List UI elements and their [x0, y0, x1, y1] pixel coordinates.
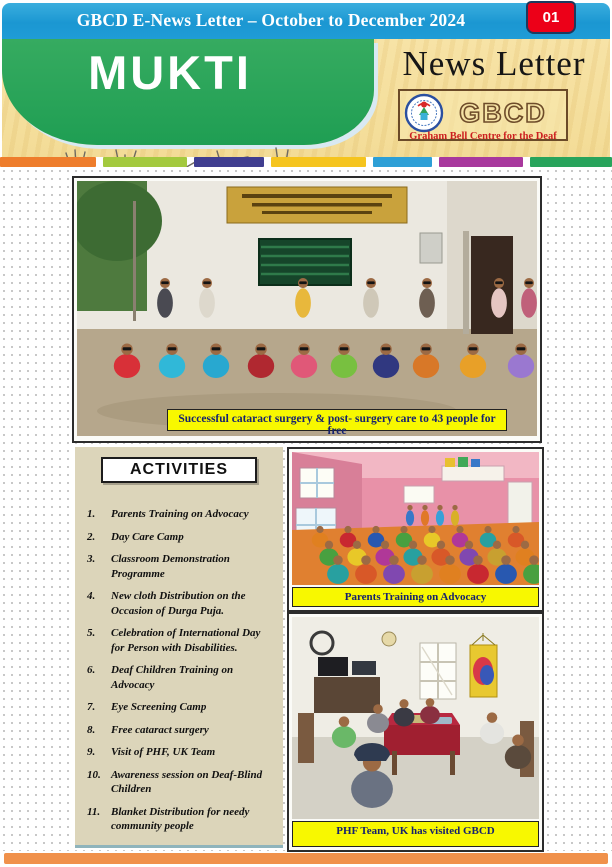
- gbcd-org-name: Graham Bell Centre for the Deaf: [409, 131, 557, 142]
- newsletter-title: GBCD E-News Letter – October to December 2024: [76, 10, 466, 30]
- gbcd-emblem-icon: [404, 93, 444, 133]
- activity-item: 7. Eye Screening Camp: [87, 701, 207, 714]
- activity-item: 2. Day Care Camp: [87, 530, 184, 543]
- divider-segment: [439, 157, 524, 167]
- photo-a-caption: Parents Training on Advocacy: [292, 587, 539, 607]
- activity-item: 4. New cloth Distribution on the Occasion of Durga Puja.: [87, 590, 246, 617]
- divider-segment: [530, 157, 612, 167]
- newsletter-label: News Letter: [402, 44, 586, 83]
- header-bar: [2, 3, 610, 39]
- footer-bar: [4, 853, 608, 864]
- parents-training-photo: [292, 452, 539, 585]
- divider-segment: [194, 157, 264, 167]
- photo-parents-training: [287, 447, 544, 612]
- divider-segment: [0, 157, 96, 167]
- main-photo-caption: Successful cataract surgery & post- surgery care to 43 people for free: [167, 409, 507, 431]
- page-number-badge: 01: [526, 1, 576, 34]
- gbcd-acronym: GBCD: [459, 98, 547, 128]
- activity-item: 1. Parents Training on Advocacy: [87, 508, 249, 520]
- color-divider: [0, 157, 612, 167]
- activities-panel: [75, 447, 283, 848]
- activity-item: 11. Blanket Distribution for needy community people: [87, 805, 250, 833]
- content-area: [0, 167, 612, 851]
- activity-item: 3. Classroom Demonstration Programme: [87, 553, 230, 580]
- divider-segment: [373, 157, 432, 167]
- activities-heading: ACTIVITIES: [101, 457, 257, 483]
- activities-list: [75, 507, 283, 834]
- divider-segment: [271, 157, 367, 167]
- divider-segment: [103, 157, 187, 167]
- masthead-swoosh: [2, 39, 374, 145]
- main-photo: [72, 176, 542, 443]
- photo-b-caption: PHF Team, UK has visited GBCD: [292, 821, 539, 847]
- masthead-band: [2, 39, 610, 157]
- activity-item: 9. Visit of PHF, UK Team: [87, 746, 216, 759]
- gbcd-logo-box: [398, 89, 568, 141]
- phf-visit-photo: [292, 617, 539, 819]
- activity-item: 5. Celebration of International Day for Person with Disabilities.: [87, 627, 261, 654]
- activity-item: 8. Free cataract surgery: [87, 723, 209, 736]
- photo-phf-visit: [287, 612, 544, 852]
- activity-item: 10. Awareness session on Deaf-Blind Children: [87, 768, 263, 796]
- activity-item: 6. Deaf Children Training on Advocacy: [87, 664, 234, 691]
- masthead-wordmark: MUKTI: [88, 46, 252, 99]
- cataract-surgery-photo: [77, 181, 537, 436]
